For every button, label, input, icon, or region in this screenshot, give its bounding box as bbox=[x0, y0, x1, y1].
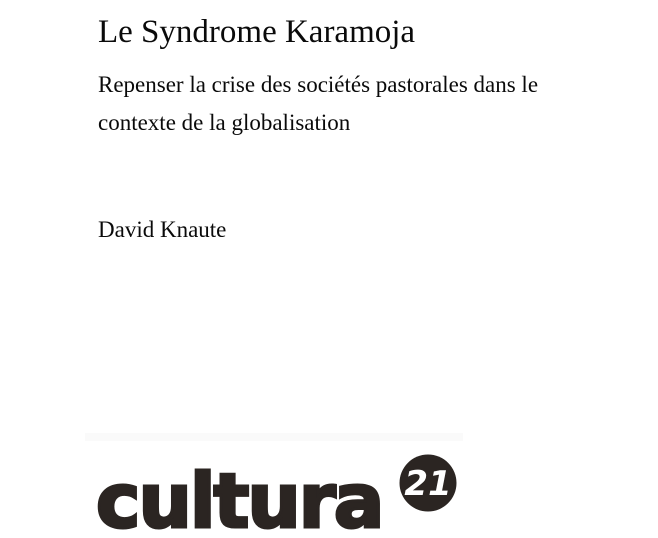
author-name: David Knaute bbox=[98, 217, 227, 242]
book-subtitle bbox=[98, 66, 538, 142]
cultura-wordmark: cultura bbox=[96, 457, 383, 538]
book-title: Le Syndrome Karamoja bbox=[98, 14, 416, 50]
subtitle-line-2: contexte de la globalisation bbox=[98, 110, 351, 135]
cultura21-logo bbox=[85, 433, 463, 538]
subtitle-line-1: Repenser la crise des sociétés pastorales dans le bbox=[98, 72, 539, 97]
logo-top-strip bbox=[85, 433, 463, 441]
badge-number: 21 bbox=[404, 464, 452, 504]
logo-21-badge-icon bbox=[399, 454, 457, 512]
